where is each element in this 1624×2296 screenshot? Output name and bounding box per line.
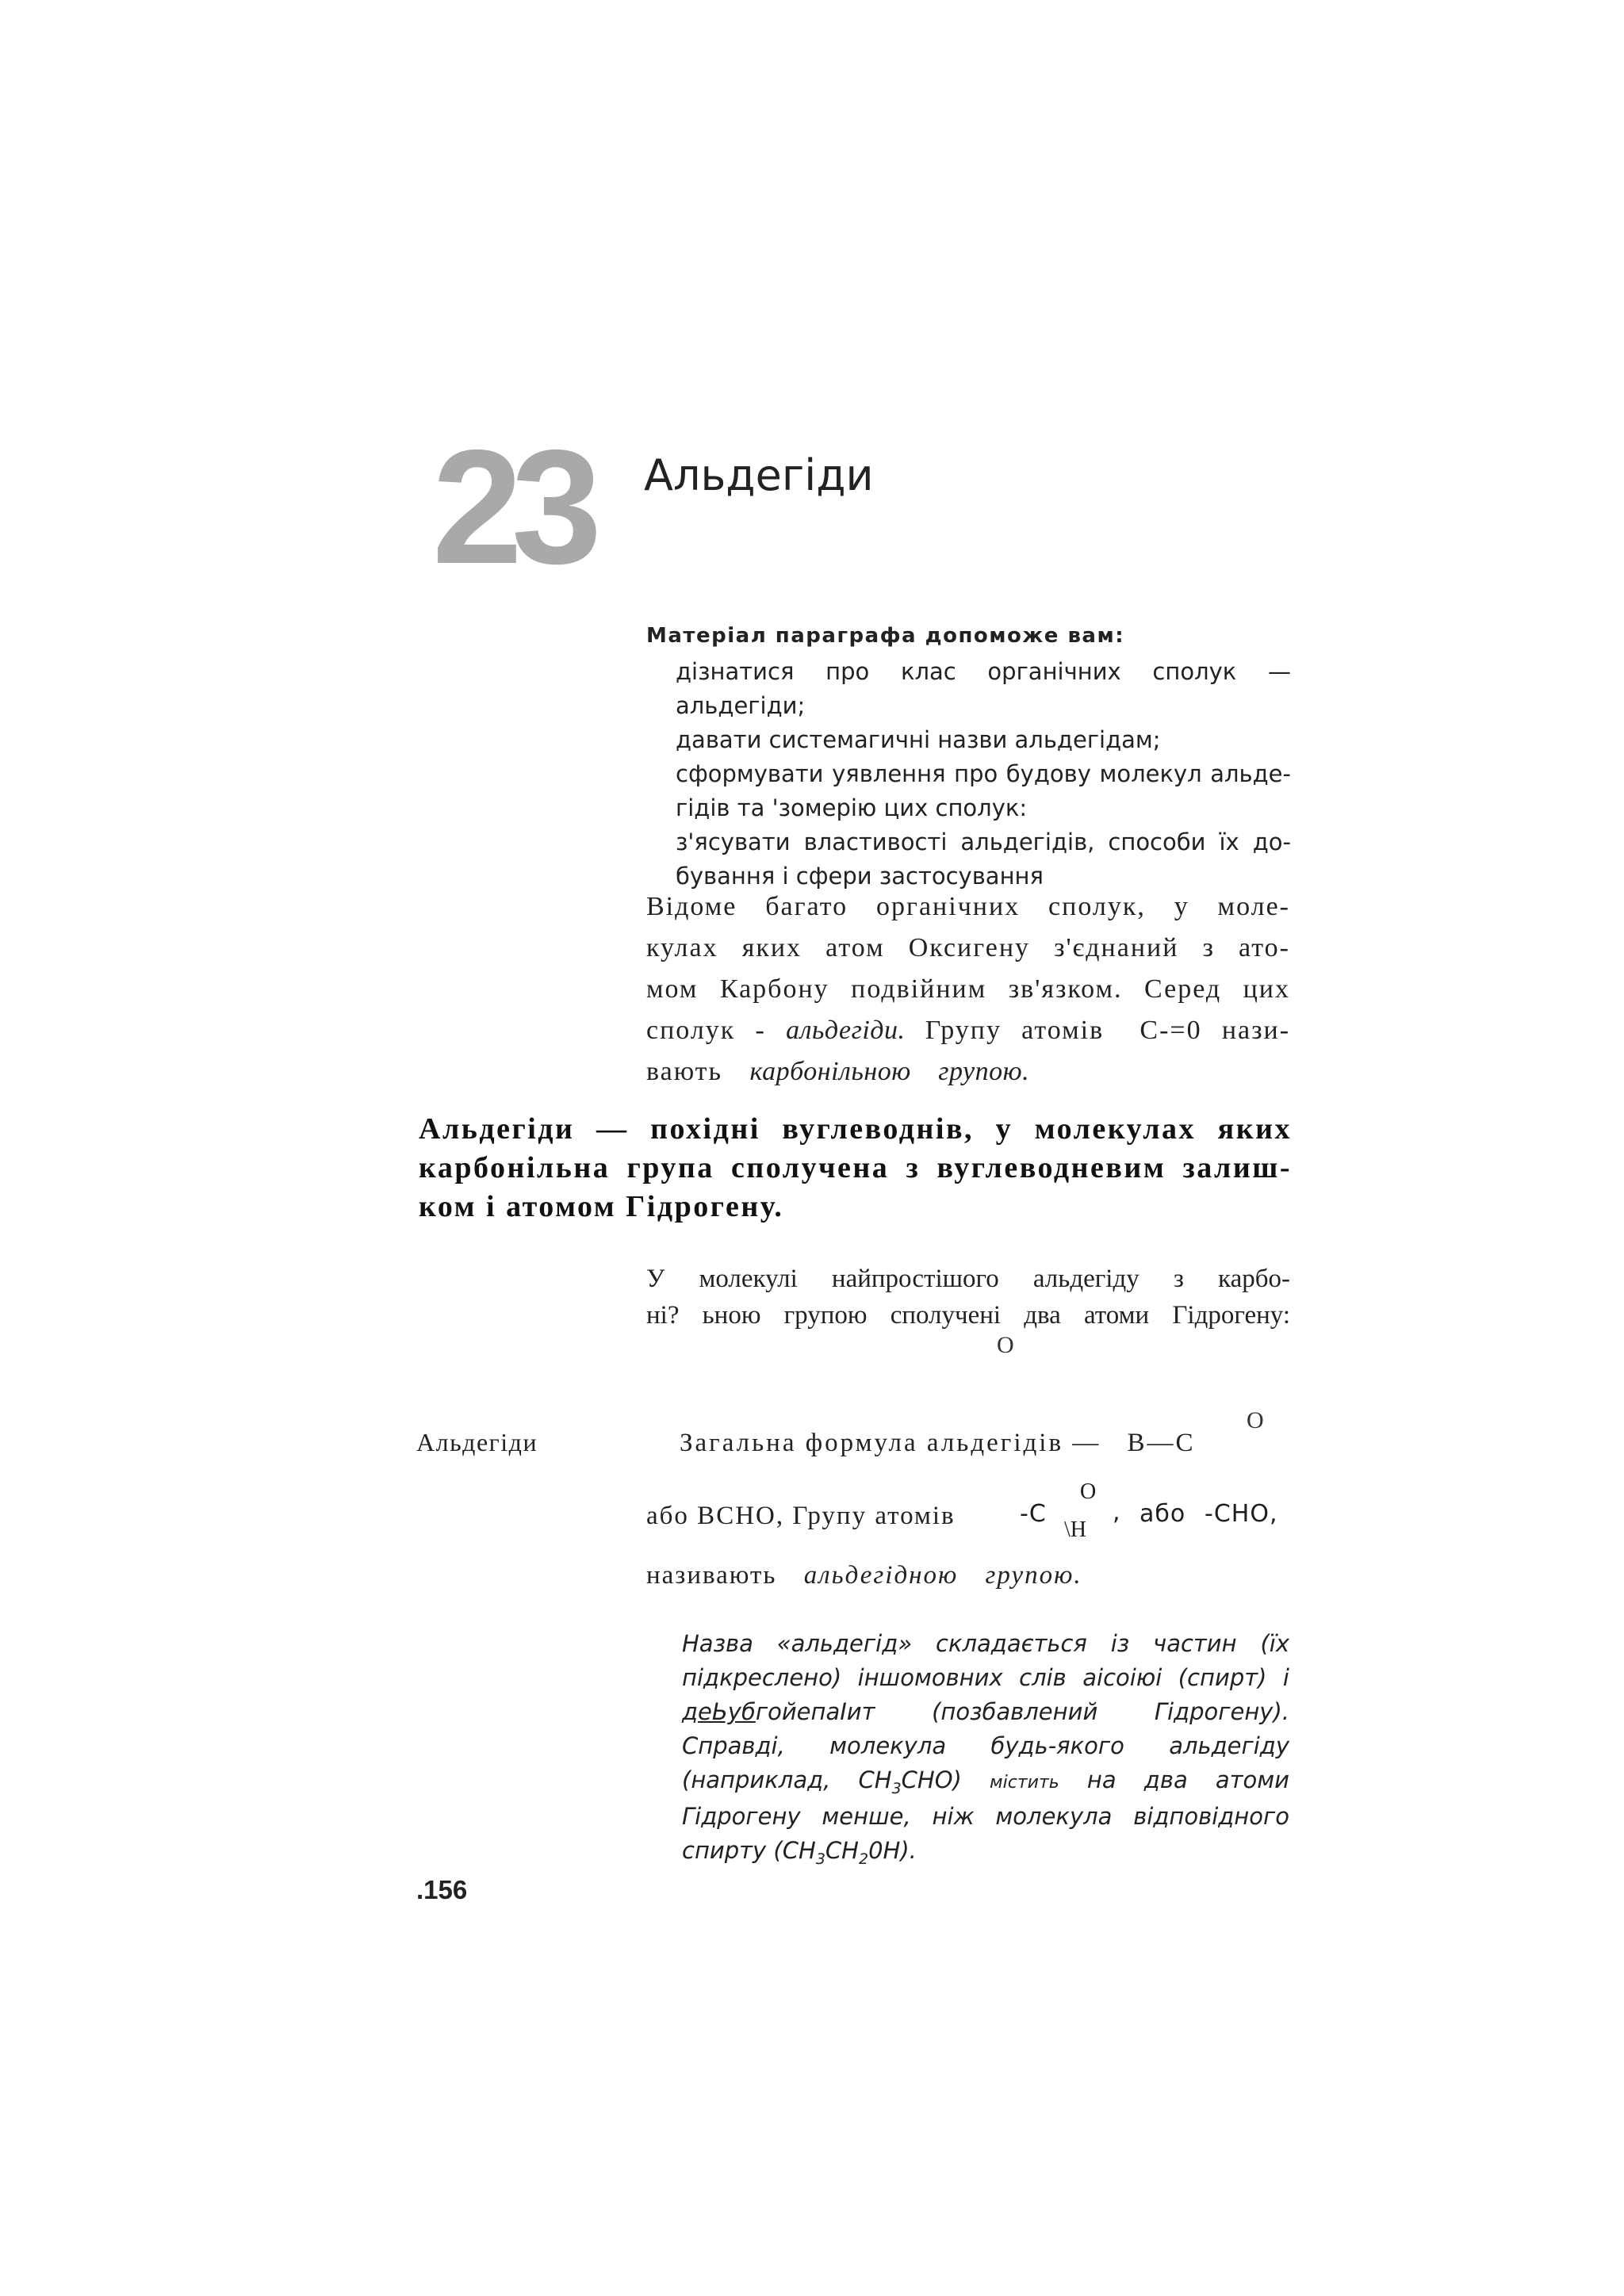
note-line — [682, 1763, 1289, 1800]
group-hydrogen: \H — [1064, 1517, 1086, 1542]
objective-item: давати системагичні назви альдегідам; — [676, 726, 1161, 753]
note-text: 0H). — [868, 1837, 917, 1864]
intro-line: мом Карбону подвійним зв'язком. Серед цих — [646, 974, 1290, 1004]
note-text: спирту (CH — [682, 1837, 816, 1864]
note-line: Гідрогену менше, ніж молекула відповідного — [682, 1803, 1289, 1830]
side-label: Альдегіди — [416, 1428, 538, 1456]
group-text: або BCHO, Групу атомів — [646, 1502, 956, 1530]
note-line: Назва «альдегід» складається із частин (їх — [682, 1630, 1289, 1657]
intro-line — [646, 1010, 1290, 1051]
aldehyde-group-line — [646, 1498, 1290, 1533]
underlined-fragment: деЬуб — [682, 1698, 756, 1725]
term-group: групою. — [985, 1561, 1082, 1590]
intro-text: вають — [646, 1057, 723, 1086]
subscript: 3 — [891, 1779, 902, 1797]
etymology-note — [682, 1627, 1289, 1868]
note-line: Справді, молекула будь-якого альдегіду — [682, 1732, 1289, 1759]
note-line: підкреслено) іншомовних слів аісоіюі (спирт) і — [682, 1664, 1289, 1691]
intro-text: нази- — [1221, 1016, 1291, 1045]
subscript: 2 — [858, 1850, 869, 1868]
intro-paragraph — [646, 886, 1290, 1093]
group-oxygen: O — [1080, 1479, 1097, 1504]
group-comma: , — [1113, 1498, 1121, 1526]
note-text: на два атоми — [1086, 1766, 1290, 1793]
general-formula-oxygen: O — [1247, 1407, 1264, 1433]
carbonyl-formula: C-=0 — [1139, 1016, 1202, 1045]
subscript: 3 — [815, 1850, 825, 1868]
intro-text: Групу атомів — [925, 1016, 1105, 1045]
naming-text: називають — [646, 1561, 777, 1590]
note-line — [682, 1834, 1289, 1868]
group-cho: -CHO, — [1205, 1500, 1278, 1528]
chapter-title: Альдегіди — [644, 450, 874, 500]
note-text: CHO) — [901, 1766, 962, 1793]
note-text: CH — [825, 1837, 859, 1864]
chapter-number: 23 — [432, 416, 592, 598]
formaldehyde-oxygen-atom: O — [997, 1332, 1014, 1358]
intro-line — [646, 1051, 1290, 1093]
simplest-line: У молекулі найпростішого альдегіду з карбо- — [646, 1265, 1290, 1293]
definition-line: Альдегіди — похідні вуглеводнів, у молекулах яких — [419, 1112, 1292, 1146]
general-formula-line — [680, 1425, 1196, 1460]
objective-item: з'ясувати властивості альдегідів, способи їх до- — [676, 828, 1291, 855]
objectives-heading: Матеріал параграфа допоможе вам: — [646, 624, 1125, 648]
general-formula: B—C — [1127, 1429, 1196, 1457]
simplest-aldehyde-paragraph — [646, 1261, 1290, 1334]
intro-text: сполук - — [646, 1016, 766, 1045]
naming-line — [646, 1558, 1082, 1593]
note-text: (наприклад, CH — [682, 1766, 892, 1793]
objective-item: бування і сфери застосування — [676, 863, 1044, 890]
definition — [419, 1110, 1292, 1226]
objective-item: дізнатися про клас органічних сполук — альдегіди; — [676, 658, 1291, 719]
page-number: .156 — [416, 1875, 468, 1904]
simplest-line: ні? ьною групою сполучені два атоми Гідрогену: — [646, 1301, 1290, 1330]
term-carbonyl: карбонільною — [749, 1057, 911, 1086]
group-or: або — [1139, 1500, 1186, 1528]
intro-line: кулах яких атом Оксигену з'єднаний з ато- — [646, 933, 1290, 962]
definition-line: карбонільна група сполучена з вуглеводневим залиш- — [419, 1151, 1292, 1184]
note-text: гойепаІит (позбавлений Гідрогену). — [755, 1698, 1289, 1725]
general-formula-text: Загальна формула альдегідів — — [680, 1429, 1101, 1457]
definition-line: ком і атомом Гідрогену. — [419, 1190, 784, 1223]
note-text: містить — [990, 1773, 1059, 1793]
intro-line: Відоме багато органічних сполук, у моле- — [646, 892, 1290, 921]
term-aldehyde-group: альдегідною — [803, 1561, 959, 1590]
objectives-list — [676, 655, 1291, 894]
objective-item: гідів та 'зомерію цих сполук: — [676, 794, 1028, 821]
note-line — [682, 1695, 1289, 1729]
objective-item: сформувати уявлення про будову молекул альде- — [676, 760, 1291, 787]
group-carbon: -C — [1020, 1500, 1047, 1528]
term-group: групою. — [938, 1057, 1030, 1086]
term-aldehydes: альдегіди. — [786, 1016, 906, 1045]
